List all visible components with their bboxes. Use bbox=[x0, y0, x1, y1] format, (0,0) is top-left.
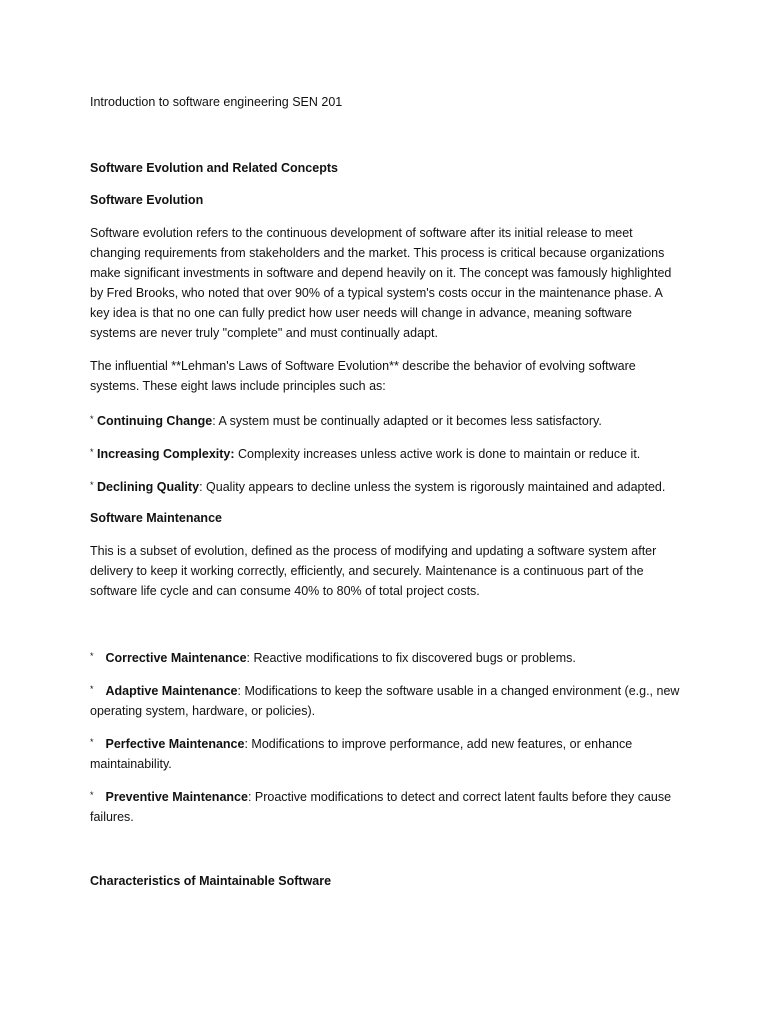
bullet-marker: * bbox=[90, 790, 94, 800]
maintenance-type-description: : Modifications to keep the software usable in a changed environment (e.g., new operating system, hardware, or policies). bbox=[90, 684, 680, 718]
law-term: Continuing Change bbox=[97, 414, 213, 428]
law-item bbox=[90, 442, 680, 464]
evolution-heading: Software Evolution bbox=[90, 193, 204, 207]
bullet-marker: * bbox=[90, 414, 94, 424]
maintenance-type-item bbox=[90, 732, 680, 774]
maintenance-type-term: Perfective Maintenance bbox=[105, 737, 245, 751]
maintenance-type-description: : Reactive modifications to fix discovered bugs or problems. bbox=[246, 651, 576, 665]
bullet-marker: * bbox=[90, 447, 94, 457]
law-term: Increasing Complexity: bbox=[97, 447, 235, 461]
law-description: : Quality appears to decline unless the system is rigorously maintained and adapted. bbox=[199, 480, 666, 494]
maintenance-type-item bbox=[90, 646, 680, 668]
law-term: Declining Quality bbox=[97, 480, 200, 494]
maintenance-type-term: Adaptive Maintenance bbox=[105, 684, 238, 698]
document-title: Introduction to software engineering SEN 201 bbox=[90, 95, 343, 109]
maintenance-type-description: : Proactive modifications to detect and correct latent faults before they cause failures. bbox=[90, 790, 672, 824]
maintenance-paragraph: This is a subset of evolution, defined as the process of modifying and updating a software system after delivery to keep it working correctly, efficiently, and securely. Maintenance is a continuous part of the software life cycle and can consume 40% to 80% of total project costs. bbox=[90, 544, 657, 598]
maintenance-type-item bbox=[90, 785, 680, 827]
evolution-paragraph: Software evolution refers to the continuous development of software after its initial release to meet changing requirements from stakeholders and the market. This process is critical because organizations make significant investments in software and depend heavily on it. The concept was famously highlighted by Fred Brooks, who noted that over 90% of a typical system's costs occur in the maintenance phase. A key idea is that no one can fully predict how user needs will change in advance, meaning software systems are never truly "complete" and must continually adapt. bbox=[90, 226, 672, 340]
lehman-laws-intro: The influential **Lehman's Laws of Software Evolution** describe the behavior of evolving software systems. These eight laws include principles such as: bbox=[90, 359, 636, 393]
bullet-marker: * bbox=[90, 651, 94, 661]
bullet-marker: * bbox=[90, 737, 94, 747]
maintenance-type-item bbox=[90, 679, 680, 721]
characteristics-heading: Characteristics of Maintainable Software bbox=[90, 874, 332, 888]
law-item bbox=[90, 409, 680, 431]
bullet-marker: * bbox=[90, 480, 94, 490]
law-item bbox=[90, 475, 680, 497]
bullet-marker: * bbox=[90, 684, 94, 694]
maintenance-type-description: : Modifications to improve performance, add new features, or enhance maintainability. bbox=[90, 737, 633, 771]
maintenance-type-term: Corrective Maintenance bbox=[105, 651, 247, 665]
section-title: Software Evolution and Related Concepts bbox=[90, 161, 338, 175]
maintenance-type-term: Preventive Maintenance bbox=[105, 790, 248, 804]
maintenance-heading: Software Maintenance bbox=[90, 511, 222, 525]
law-description: Complexity increases unless active work is done to maintain or reduce it. bbox=[234, 447, 641, 461]
law-description: : A system must be continually adapted or it becomes less satisfactory. bbox=[212, 414, 602, 428]
